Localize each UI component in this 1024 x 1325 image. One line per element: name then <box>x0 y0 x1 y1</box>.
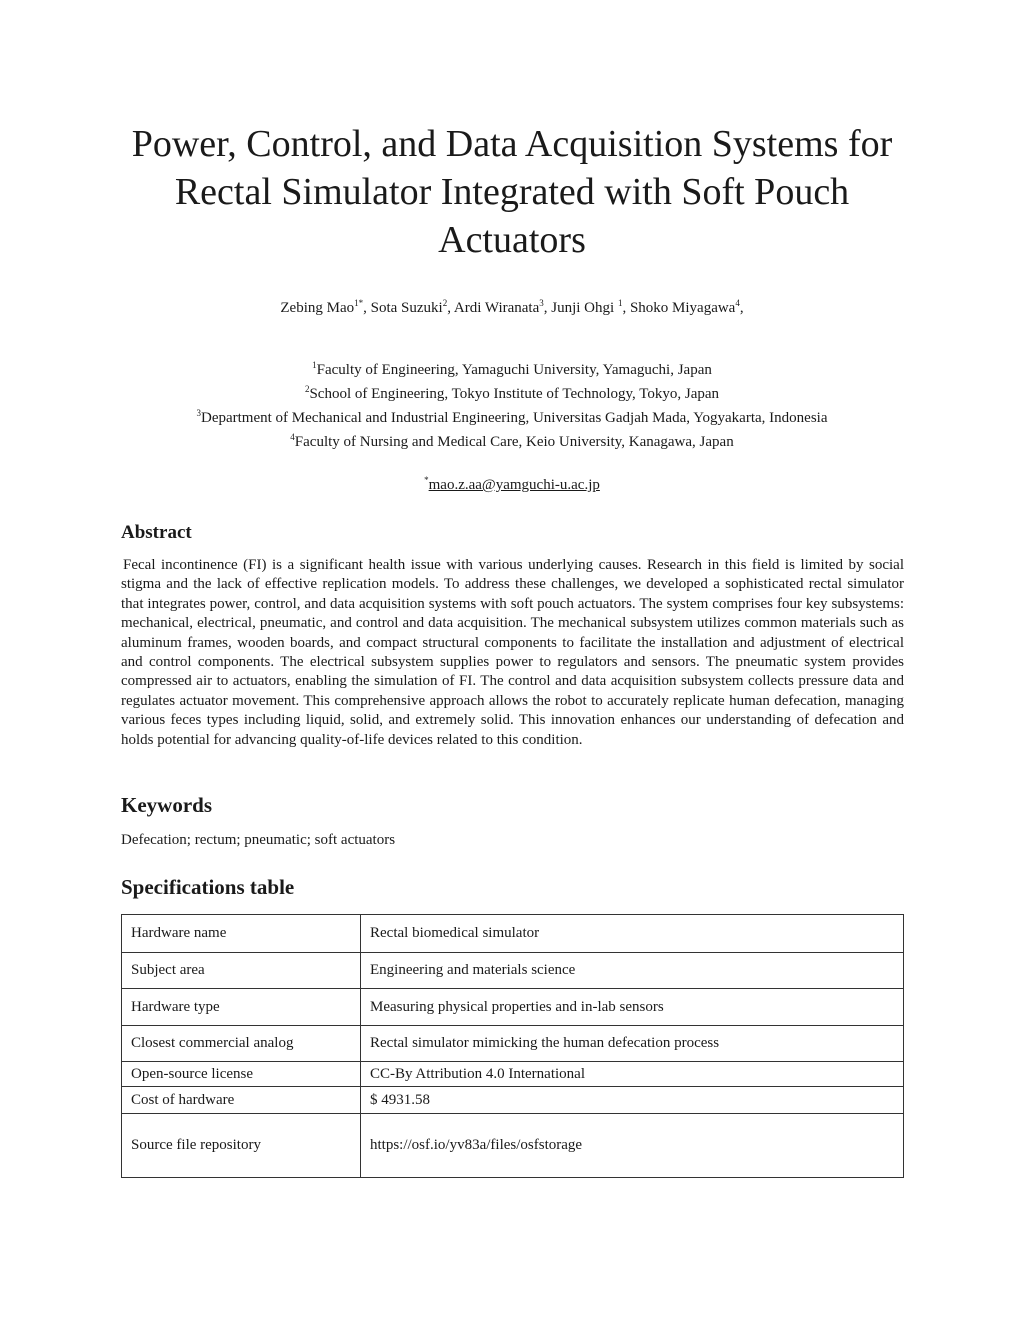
spec-label: Hardware type <box>122 989 361 1026</box>
affiliation <box>0 406 1024 430</box>
spec-value: Engineering and materials science <box>361 953 904 989</box>
spec-label: Subject area <box>122 953 361 989</box>
paper-title <box>100 120 924 264</box>
author-affiliation-marker: 4 <box>735 298 740 308</box>
author-name: Junji Ohgi <box>551 300 618 316</box>
affiliation-text: Faculty of Engineering, Yamaguchi University, Yamaguchi, Japan <box>316 362 712 378</box>
affiliation-text: School of Engineering, Tokyo Institute of Technology, Tokyo, Japan <box>309 386 720 402</box>
affiliation-marker: 1 <box>312 360 317 370</box>
author-affiliation-marker: 1* <box>354 298 364 308</box>
abstract-heading: Abstract <box>121 522 192 543</box>
spec-value: https://osf.io/yv83a/files/osfstorage <box>361 1114 904 1178</box>
author-separator: , <box>363 300 371 316</box>
author-name: Sota Suzuki <box>370 300 443 316</box>
author-separator: , <box>739 300 744 316</box>
author-name: Shoko Miyagawa <box>629 300 736 316</box>
affiliation-text: Department of Mechanical and Industrial Engineering, Universitas Gadjah Mada, Yogyakarta, Indonesia <box>201 410 828 426</box>
spec-value: CC-By Attribution 4.0 International <box>361 1062 904 1087</box>
keywords-heading: Keywords <box>121 793 212 817</box>
table-row <box>122 1087 904 1114</box>
email-link[interactable]: mao.z.aa@yamguchi-u.ac.jp <box>428 477 600 493</box>
author-affiliation-marker: 1 <box>617 298 623 308</box>
author-name: Ardi Wiranata <box>453 300 540 316</box>
affiliation <box>0 430 1024 454</box>
spec-label: Source file repository <box>122 1114 361 1178</box>
table-row <box>122 1114 904 1178</box>
table-row <box>122 915 904 953</box>
spec-label: Hardware name <box>122 915 361 953</box>
spec-table-heading: Specifications table <box>121 875 295 899</box>
abstract-body: Fecal incontinence (FI) is a significant health issue with various underlying causes. Research in this field is limited by social stigma and the lack of effective replication models. To address these challenges, we developed a sophisticated rectal simulator that integrates power, control, and data acquisition systems with soft pouch actuators. The system comprises four key subsystems: mechanical, electrical, pneumatic, and control and data acquisition. The mechanical subsystem utilizes common materials such as aluminum frames, wooden boards, and compact structural components to facilitate the installation and adjustment of electrical and control components. The electrical subsystem supplies power to regulators and sensors. The pneumatic system provides compressed air to actuators, enabling the simulation of FI. The control and data acquisition subsystem collects pressure data and regulates actuator movement. This comprehensive approach allows the robot to accurately replicate human defecation, managing various feces types including liquid, solid, and extremely solid. This innovation enhances our understanding of defecation and holds potential for advancing quality-of-life devices related to this condition. <box>121 557 904 748</box>
table-row <box>122 953 904 989</box>
author-separator: , <box>543 300 552 316</box>
affiliation-text: Faculty of Nursing and Medical Care, Keio University, Kanagawa, Japan <box>294 434 734 450</box>
author-name: Zebing Mao <box>280 300 355 316</box>
spec-label: Open-source license <box>122 1062 361 1087</box>
affiliation-marker: 2 <box>304 384 310 394</box>
corresponding-email <box>0 477 1024 494</box>
keywords-body: Defecation; rectum; pneumatic; soft actuators <box>121 832 396 848</box>
affiliation <box>0 358 1024 382</box>
title-line: Rectal Simulator Integrated with Soft Pouch <box>174 171 850 213</box>
spec-value: $ 4931.58 <box>361 1087 904 1114</box>
spec-value: Rectal biomedical simulator <box>361 915 904 953</box>
specifications-table <box>121 914 904 1178</box>
affiliation-marker: 4 <box>290 432 295 442</box>
affiliation <box>0 382 1024 406</box>
author-affiliation-marker: 2 <box>442 298 448 308</box>
table-row <box>122 1026 904 1062</box>
corresponding-marker: * <box>424 475 429 485</box>
author-list <box>0 300 1024 317</box>
title-line: Actuators <box>438 219 586 261</box>
spec-label: Closest commercial analog <box>122 1026 361 1062</box>
spec-value: Measuring physical properties and in-lab sensors <box>361 989 904 1026</box>
spec-value: Rectal simulator mimicking the human defecation process <box>361 1026 904 1062</box>
table-row <box>122 1062 904 1087</box>
author-separator: , <box>447 300 454 316</box>
spec-label: Cost of hardware <box>122 1087 361 1114</box>
table-row <box>122 989 904 1026</box>
affiliation-marker: 3 <box>196 408 201 418</box>
author-separator: , <box>622 300 630 316</box>
affiliation-list <box>0 358 1024 454</box>
author-affiliation-marker: 3 <box>539 298 544 308</box>
title-line: Power, Control, and Data Acquisition Systems for <box>131 123 893 165</box>
